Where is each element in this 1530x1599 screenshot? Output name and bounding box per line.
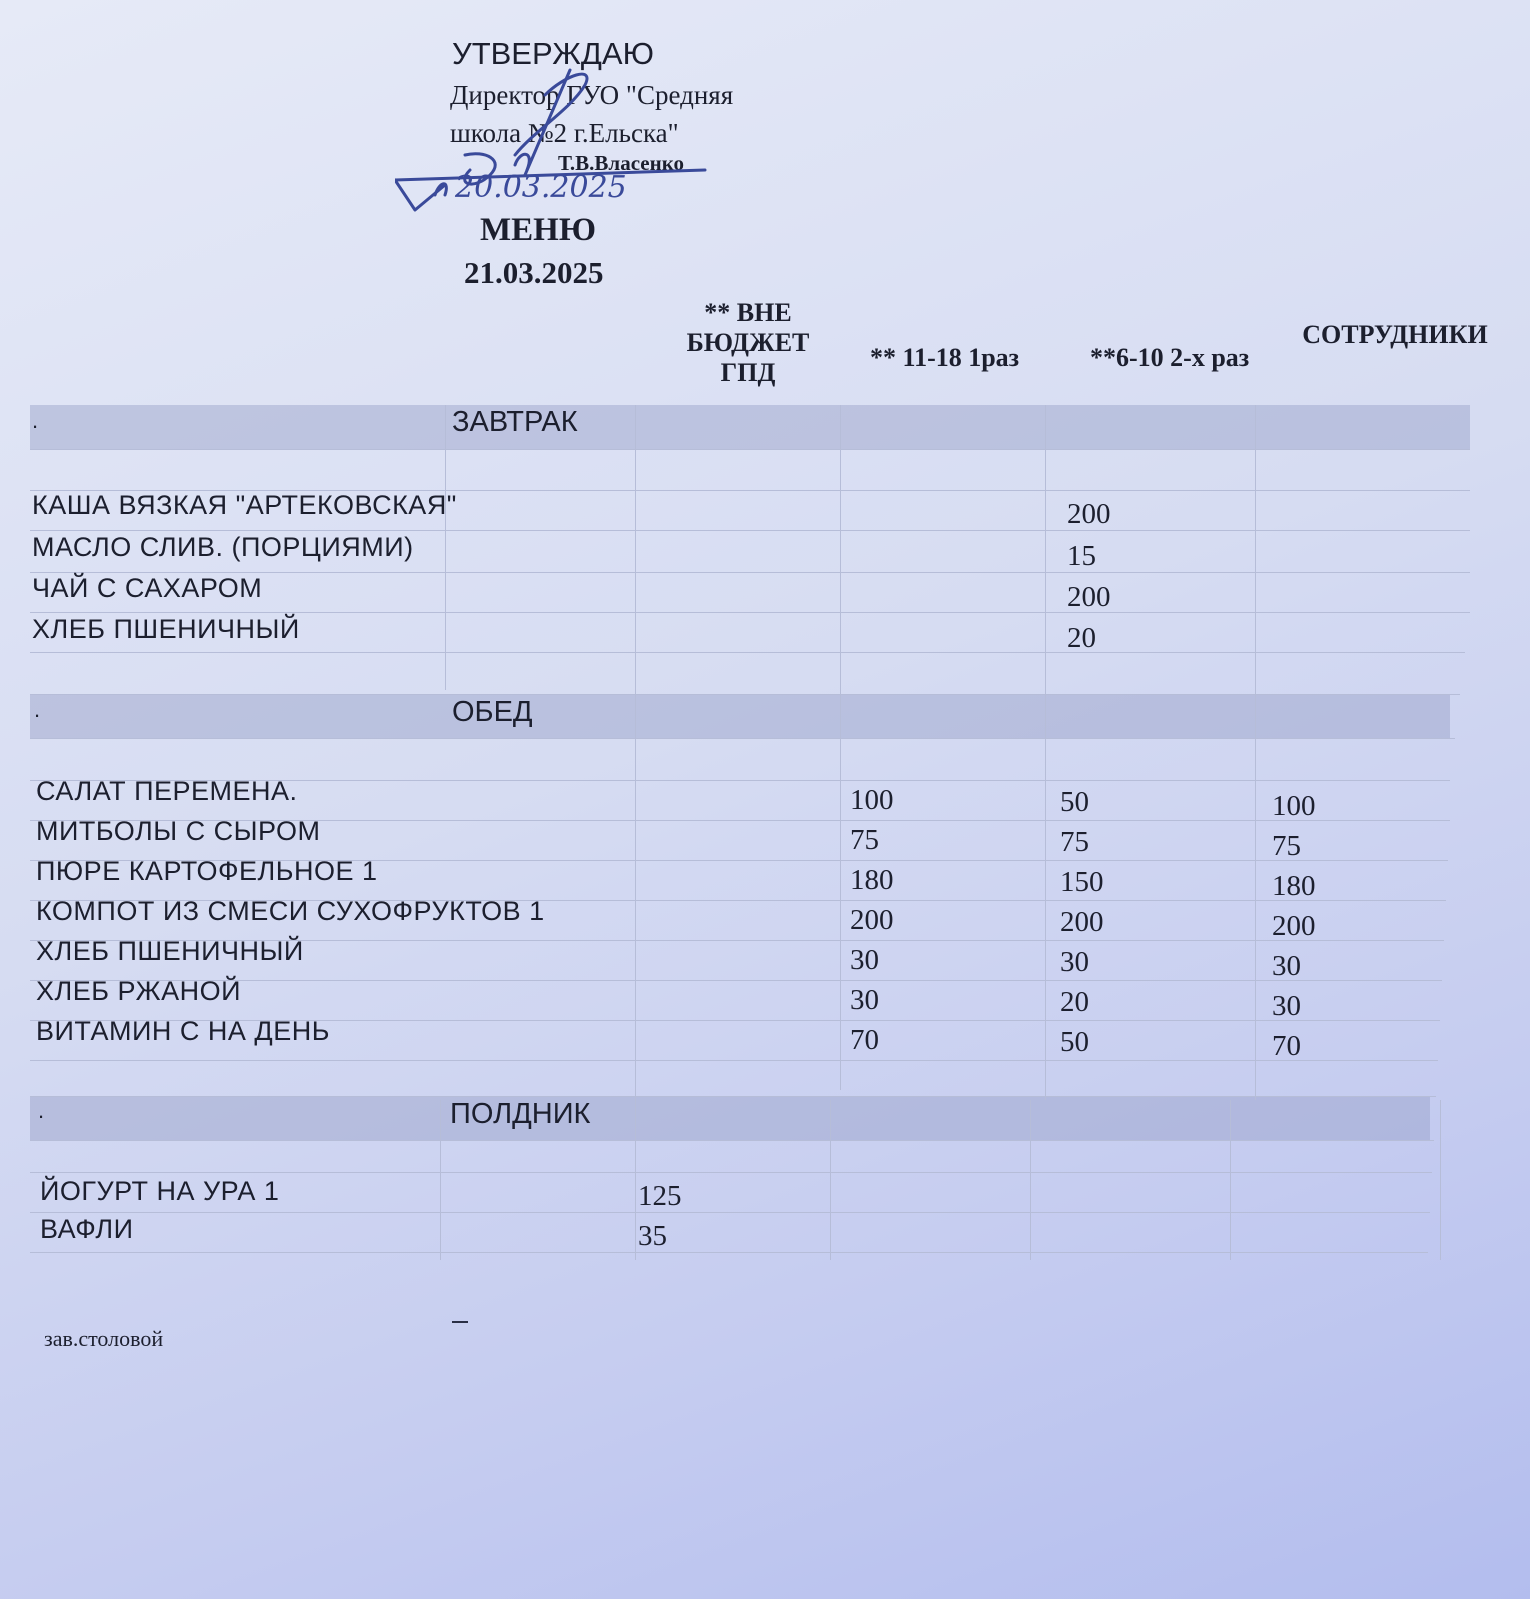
grid-line bbox=[30, 449, 1470, 450]
grid-line bbox=[30, 1212, 1430, 1213]
list-item: МАСЛО СЛИВ. (ПОРЦИЯМИ) bbox=[32, 532, 414, 562]
table-cell: 50 bbox=[1060, 786, 1089, 818]
table-cell: 200 bbox=[850, 904, 894, 936]
list-item: ПЮРЕ КАРТОФЕЛЬНОЕ 1 bbox=[36, 856, 378, 886]
grid-line bbox=[440, 1100, 441, 1260]
table-cell: 15 bbox=[1067, 540, 1096, 572]
table-cell: 30 bbox=[1060, 946, 1089, 978]
grid-line bbox=[30, 1060, 1438, 1061]
table-cell: 75 bbox=[1272, 830, 1301, 862]
table-cell: 30 bbox=[1272, 990, 1301, 1022]
column-header-staff: СОТРУДНИКИ bbox=[1302, 320, 1488, 349]
list-item: ВАФЛИ bbox=[40, 1214, 134, 1244]
table-cell: 30 bbox=[1272, 950, 1301, 982]
grid-line bbox=[30, 530, 1470, 531]
table-cell: 70 bbox=[850, 1024, 879, 1056]
section-marker: . bbox=[38, 1098, 45, 1123]
list-item: КАША ВЯЗКАЯ "АРТЕКОВСКАЯ" bbox=[32, 490, 457, 520]
section-title-breakfast: ЗАВТРАК bbox=[452, 406, 578, 438]
table-cell: 35 bbox=[638, 1220, 667, 1252]
grid-line bbox=[30, 980, 1442, 981]
table-cell: 20 bbox=[1067, 622, 1096, 654]
table-cell: 75 bbox=[1060, 826, 1089, 858]
list-item: ВИТАМИН С НА ДЕНЬ bbox=[36, 1016, 330, 1046]
grid-line bbox=[840, 405, 841, 1090]
menu-title: МЕНЮ bbox=[480, 212, 596, 248]
grid-line bbox=[30, 1096, 1436, 1097]
grid-line bbox=[635, 405, 636, 1260]
grid-line bbox=[30, 694, 1460, 695]
approval-heading: УТВЕРЖДАЮ bbox=[452, 36, 654, 71]
grid-line bbox=[30, 738, 1455, 739]
section-title-lunch: ОБЕД bbox=[452, 696, 533, 728]
breakfast-band bbox=[30, 405, 1470, 449]
table-cell: 180 bbox=[850, 864, 894, 896]
list-item: КОМПОТ ИЗ СМЕСИ СУХОФРУКТОВ 1 bbox=[36, 896, 545, 926]
table-cell: 70 bbox=[1272, 1030, 1301, 1062]
grid-line bbox=[1030, 1100, 1031, 1260]
table-cell: 30 bbox=[850, 944, 879, 976]
director-line-2: школа №2 г.Ельска" bbox=[450, 118, 679, 148]
section-marker: . bbox=[32, 408, 39, 433]
list-item: САЛАТ ПЕРЕМЕНА. bbox=[36, 776, 298, 806]
table-cell: 200 bbox=[1060, 906, 1104, 938]
director-name: Т.В.Власенко bbox=[558, 151, 685, 175]
table-cell: 180 bbox=[1272, 870, 1316, 902]
column-header-6-10: **6-10 2-х раз bbox=[1090, 343, 1250, 372]
table-cell: 100 bbox=[850, 784, 894, 816]
section-marker: . bbox=[34, 697, 41, 722]
grid-line bbox=[30, 612, 1470, 613]
table-cell: 150 bbox=[1060, 866, 1104, 898]
table-cell: 200 bbox=[1067, 581, 1111, 613]
grid-line bbox=[445, 405, 446, 690]
snack-band bbox=[30, 1096, 1430, 1140]
grid-line bbox=[830, 1100, 831, 1260]
grid-line bbox=[30, 652, 1465, 653]
grid-line bbox=[1230, 1100, 1231, 1260]
table-cell: 75 bbox=[850, 824, 879, 856]
table-cell: 100 bbox=[1272, 790, 1316, 822]
list-item: МИТБОЛЫ С СЫРОМ bbox=[36, 816, 321, 846]
column-header-extrabudget: ** ВНЕ БЮДЖЕТ ГПД bbox=[686, 298, 810, 387]
table-cell: 50 bbox=[1060, 1026, 1089, 1058]
signature-date: 20.03.2025 bbox=[455, 170, 627, 205]
column-header-11-18: ** 11-18 1раз bbox=[870, 343, 1020, 372]
grid-line bbox=[1045, 405, 1046, 1100]
table-cell: 200 bbox=[1067, 498, 1111, 530]
handwritten-signature-icon bbox=[395, 55, 725, 225]
list-item: ЧАЙ С САХАРОМ bbox=[32, 573, 263, 603]
menu-date: 21.03.2025 bbox=[464, 255, 604, 290]
table-cell: 20 bbox=[1060, 986, 1089, 1018]
lunch-band bbox=[30, 694, 1450, 738]
director-line-1: Директор ГУО "Средняя bbox=[450, 80, 734, 110]
list-item: ХЛЕБ РЖАНОЙ bbox=[36, 976, 242, 1006]
table-cell: 30 bbox=[850, 984, 879, 1016]
grid-line bbox=[1255, 405, 1256, 1100]
grid-line bbox=[30, 1252, 1428, 1253]
footer-signature-label: зав.столовой bbox=[44, 1326, 164, 1351]
grid-line bbox=[30, 1172, 1432, 1173]
grid-line bbox=[30, 1140, 1434, 1141]
list-item: ХЛЕБ ПШЕНИЧНЫЙ bbox=[32, 614, 300, 644]
table-cell: 125 bbox=[638, 1180, 682, 1212]
table-cell: 200 bbox=[1272, 910, 1316, 942]
grid-line bbox=[1440, 1100, 1441, 1260]
list-item: ХЛЕБ ПШЕНИЧНЫЙ bbox=[36, 936, 304, 966]
list-item: ЙОГУРТ НА УРА 1 bbox=[40, 1176, 280, 1206]
section-title-snack: ПОЛДНИК bbox=[450, 1098, 591, 1130]
divider bbox=[452, 1321, 468, 1323]
